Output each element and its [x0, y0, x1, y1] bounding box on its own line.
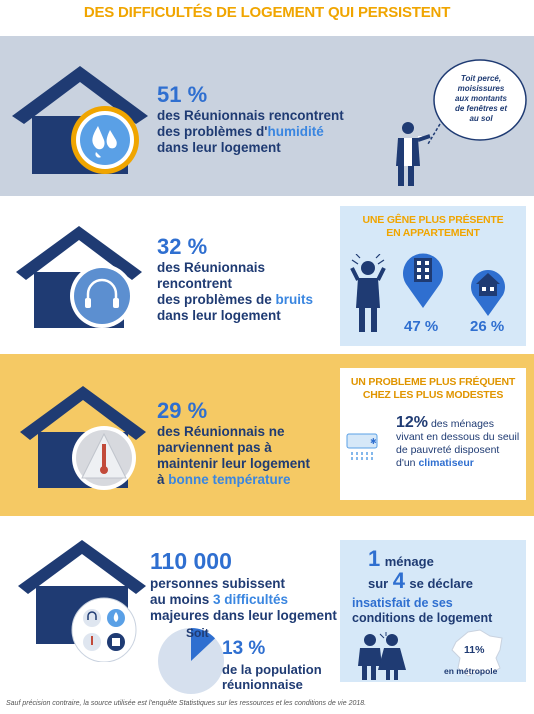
dissatisfaction-text: insatisfait de ses conditions de logement [352, 596, 493, 625]
one-in-four-line: 1 ménage [368, 546, 434, 571]
humidity-percent: 51 % [157, 82, 208, 107]
house-noise-icon [14, 224, 144, 336]
panel-title: UN PROBLEME PLUS FRÉQUENT CHEZ LES PLUS MODESTES [350, 376, 516, 401]
house-small-icon [112, 638, 120, 646]
soit-label: Soit [186, 626, 209, 640]
annoyed-person-icon [350, 254, 386, 334]
temperature-percent: 29 % [157, 398, 208, 423]
metro-percent: 11% [464, 644, 485, 656]
humidity-description: des Réunionnais rencontrent des problèmes d'humidité dans leur logement [157, 108, 344, 155]
noise-percent: 32 % [157, 234, 208, 259]
temperature-description: des Réunionnais ne parviennent pas à maintenir leur logement à bonne température [157, 424, 311, 487]
section-noise [0, 196, 534, 354]
thermometer-icon [102, 444, 106, 468]
noise-description: des Réunionnais rencontrent des problèmes de bruits dans leur logement [157, 260, 314, 323]
apartment-pin-icon [400, 248, 446, 310]
section-multiple-difficulties [0, 516, 534, 694]
air-conditioner-icon [346, 432, 378, 466]
house-humidity-icon [10, 64, 150, 184]
humidity-bubble-text: Toit percé, moisissures aux montants de fenêtres et au sol [454, 74, 508, 123]
house-multiple-icon [16, 538, 148, 662]
house-temperature-icon [18, 384, 148, 496]
population-share-text: de la population réunionnaise [222, 662, 322, 692]
thermometer-small-icon [91, 636, 93, 645]
unhappy-couple-icon [354, 632, 408, 680]
section-temperature [0, 354, 534, 516]
house-pin-icon [468, 264, 508, 318]
svg-text:✱: ✱ [370, 437, 377, 446]
house-percent: 26 % [470, 318, 505, 335]
noise-apartment-panel [340, 206, 526, 346]
population-share-percent: 13 % [222, 638, 266, 659]
panel-title: UNE GÊNE PLUS PRÉSENTE EN APPARTEMENT [362, 214, 504, 239]
source-footnote: Sauf précision contraire, la source utilisée est l'enquête Statistiques sur les ressources et les conditions de vie 2018. [6, 700, 367, 707]
metro-label: en métropole [444, 666, 498, 676]
modest-households-panel [340, 368, 526, 500]
apartment-percent: 47 % [404, 318, 439, 335]
people-number: 110 000 [150, 548, 232, 574]
one-in-four-line-2: sur 4 se déclare [368, 568, 473, 593]
section-humidity [0, 36, 534, 196]
people-description: personnes subissent au moins 3 difficultés majeures dans leur logement [150, 576, 337, 623]
dissatisfaction-panel [340, 540, 526, 682]
air-conditioner-text: 12% des ménages vivant en dessous du seuil de pauvreté disposent d'un climatiseur [396, 414, 520, 469]
page-title: DES DIFFICULTÉS DE LOGEMENT QUI PERSISTENT [83, 4, 451, 21]
